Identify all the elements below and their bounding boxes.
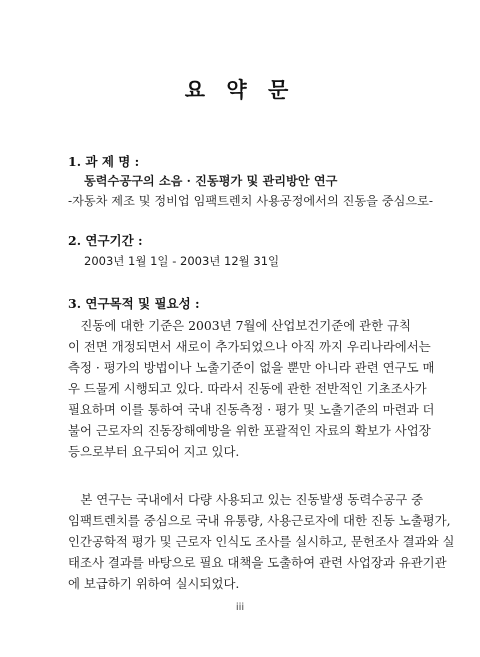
section-heading-period: 2. 연구기간 : bbox=[68, 233, 143, 248]
paragraph-line: 우 드물게 시행되고 있다. 따라서 진동에 관한 전반적인 기초조사가 bbox=[68, 381, 427, 396]
paragraph-line: 에 보급하기 위하여 실시되었다. bbox=[68, 576, 240, 591]
research-period: 2003년 1월 1일 - 2003년 12월 31일 bbox=[84, 254, 280, 268]
page-number: iii bbox=[235, 602, 245, 613]
paragraph-line: 필요하며 이를 통하여 국내 진동측정 · 평가 및 노출기준의 마련과 더 bbox=[68, 402, 435, 417]
document-title: 요 약 문 bbox=[184, 77, 296, 102]
paragraph-line: 진동에 대한 기준은 2003년 7월에 산업보건기준에 관한 규칙 bbox=[68, 318, 411, 333]
paragraph-line: 측정 · 평가의 방법이나 노출기준이 없을 뿐만 아니라 관련 연구도 매 bbox=[68, 360, 435, 375]
paragraph-line: 이 전면 개정되면서 새로이 추가되었으나 아직 까지 우리나라에서는 bbox=[68, 339, 431, 354]
paragraph-line: 인간공학적 평가 및 근로자 인식도 조사를 실시하고, 문헌조사 결과와 실 bbox=[68, 534, 455, 549]
paragraph-line: 불어 근로자의 진동장해예방을 위한 포괄적인 자료의 확보가 사업장 bbox=[68, 423, 431, 438]
paragraph-line: 등으로부터 요구되어 지고 있다. bbox=[68, 444, 240, 459]
section-heading-purpose: 3. 연구목적 및 필요성 : bbox=[68, 296, 200, 311]
paragraph-line: 본 연구는 국내에서 다량 사용되고 있는 진동발생 동력수공구 중 bbox=[68, 492, 424, 507]
paragraph-line: 임팩트렌치를 중심으로 국내 유통량, 사용근로자에 대한 진동 노출평가, bbox=[68, 513, 451, 528]
project-title: 동력수공구의 소음 · 진동평가 및 관리방안 연구 bbox=[84, 174, 338, 188]
paragraph-line: 태조사 결과를 바탕으로 필요 대책을 도출하여 관련 사업장과 유관기관 bbox=[68, 555, 447, 570]
section-heading-title: 1. 과 제 명 : bbox=[68, 154, 140, 169]
project-subtitle: -자동차 제조 및 정비업 임팩트렌치 사용공정에서의 진동을 중심으로- bbox=[68, 194, 434, 208]
